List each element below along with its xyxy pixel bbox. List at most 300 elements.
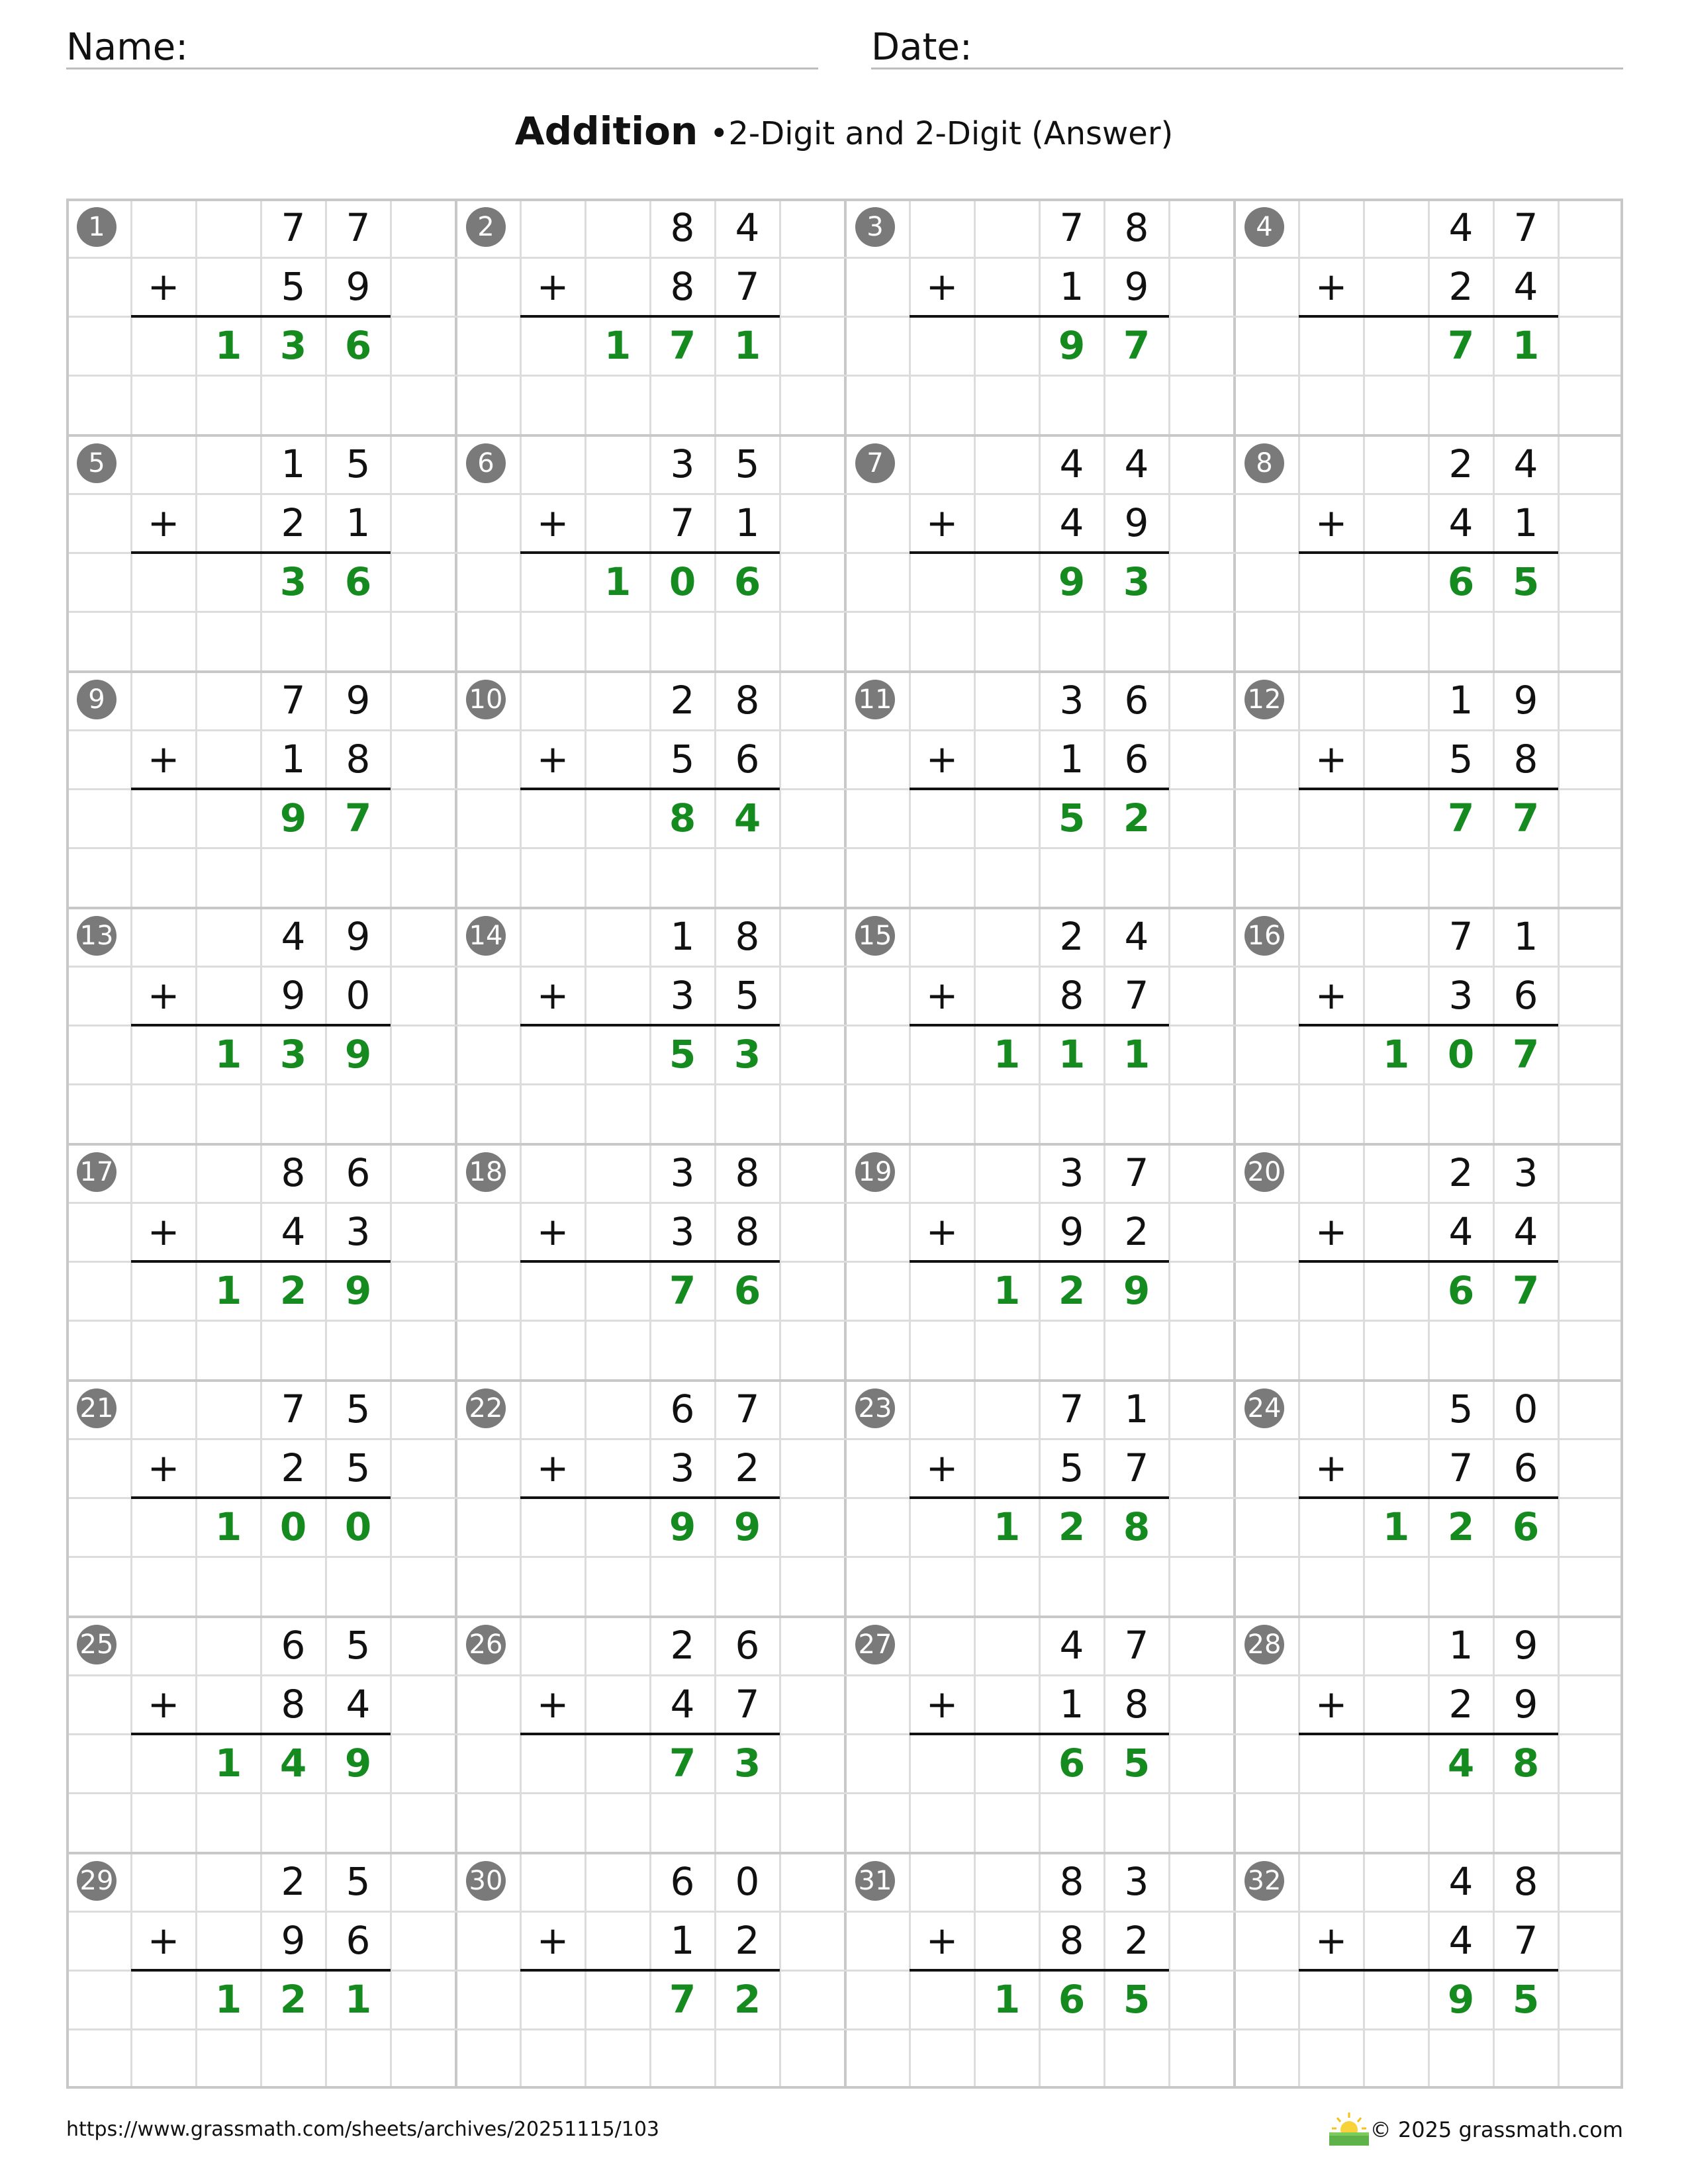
plus-sign: + <box>536 1918 569 1963</box>
addend-digit: 8 <box>1059 1859 1084 1904</box>
addend-digit: 4 <box>1513 264 1538 309</box>
answer-digit: 4 <box>1447 1741 1475 1786</box>
addend-digit: 5 <box>346 441 371 486</box>
addend-digit: 1 <box>1059 1682 1084 1727</box>
plus-sign: + <box>925 1445 959 1490</box>
plus-sign: + <box>1315 1682 1348 1727</box>
addend-digit: 4 <box>1513 441 1538 486</box>
addend-digit: 4 <box>1448 205 1474 250</box>
date-line[interactable] <box>871 68 1623 69</box>
problem <box>845 435 1234 671</box>
plus-sign: + <box>1315 737 1348 782</box>
problem-number-badge: 28 <box>1244 1625 1284 1664</box>
problem-number-badge: 22 <box>466 1388 506 1428</box>
addend-digit: 3 <box>670 441 695 486</box>
answer-digit: 5 <box>1123 1977 1150 2022</box>
plus-sign: + <box>536 1209 569 1254</box>
problem <box>1234 1852 1623 2089</box>
addend-digit: 5 <box>735 441 760 486</box>
addend-digit: 4 <box>346 1682 371 1727</box>
addend-digit: 6 <box>1513 973 1538 1018</box>
answer-digit: 5 <box>669 1032 696 1077</box>
addend-digit: 3 <box>1513 1150 1538 1195</box>
answer-digit: 9 <box>733 1504 761 1549</box>
problem <box>845 1144 1234 1380</box>
addend-digit: 5 <box>670 737 695 782</box>
answer-digit: 2 <box>1447 1504 1475 1549</box>
addend-digit: 9 <box>1059 1209 1084 1254</box>
problem-number-badge: 15 <box>855 916 895 956</box>
problem <box>66 1144 455 1380</box>
addend-digit: 1 <box>1513 914 1538 959</box>
addend-digit: 9 <box>346 678 371 723</box>
addend-digit: 7 <box>281 1387 306 1432</box>
problem-number-badge: 2 <box>466 207 506 247</box>
addend-digit: 1 <box>281 737 306 782</box>
answer-digit: 9 <box>669 1504 696 1549</box>
answer-digit: 2 <box>279 1268 307 1313</box>
addend-digit: 1 <box>1448 1623 1474 1668</box>
addend-digit: 6 <box>735 737 760 782</box>
addend-digit: 7 <box>1124 973 1149 1018</box>
addend-digit: 7 <box>1124 1445 1149 1490</box>
answer-digit: 7 <box>1447 323 1475 368</box>
addend-digit: 3 <box>1059 1150 1084 1195</box>
addend-digit: 8 <box>281 1682 306 1727</box>
addend-digit: 6 <box>281 1623 306 1668</box>
title-subtitle: 2-Digit and 2-Digit (Answer) <box>728 115 1174 152</box>
addend-digit: 3 <box>670 1445 695 1490</box>
addend-digit: 5 <box>735 973 760 1018</box>
addend-digit: 2 <box>1059 914 1084 959</box>
answer-digit: 2 <box>1058 1504 1086 1549</box>
addend-digit: 1 <box>1448 678 1474 723</box>
answer-digit: 0 <box>279 1504 307 1549</box>
answer-digit: 8 <box>1123 1504 1150 1549</box>
answer-digit: 0 <box>669 559 696 604</box>
problem-number-badge: 10 <box>466 680 506 719</box>
addend-digit: 2 <box>1448 1682 1474 1727</box>
problem <box>845 671 1234 907</box>
problem <box>1234 1144 1623 1380</box>
addend-digit: 3 <box>1448 973 1474 1018</box>
addend-digit: 8 <box>1124 1682 1149 1727</box>
answer-digit: 2 <box>1123 796 1150 841</box>
addend-digit: 2 <box>1124 1209 1149 1254</box>
problem-number-badge: 6 <box>466 443 506 483</box>
plus-sign: + <box>925 1682 959 1727</box>
addend-digit: 0 <box>1513 1387 1538 1432</box>
plus-sign: + <box>1315 1918 1348 1963</box>
addend-digit: 2 <box>670 678 695 723</box>
answer-digit: 1 <box>1382 1504 1410 1549</box>
plus-sign: + <box>536 737 569 782</box>
addend-digit: 2 <box>1448 441 1474 486</box>
answer-digit: 6 <box>733 1268 761 1313</box>
addend-digit: 2 <box>281 500 306 545</box>
problem <box>1234 671 1623 907</box>
addend-digit: 9 <box>1124 500 1149 545</box>
addend-digit: 7 <box>670 500 695 545</box>
addend-digit: 4 <box>1513 1209 1538 1254</box>
answer-digit: 3 <box>279 323 307 368</box>
problem-number-badge: 24 <box>1244 1388 1284 1428</box>
addend-digit: 7 <box>735 1387 760 1432</box>
addend-digit: 6 <box>1124 678 1149 723</box>
problem <box>455 1144 845 1380</box>
answer-digit: 1 <box>604 559 632 604</box>
addend-digit: 6 <box>670 1387 695 1432</box>
problem <box>1234 1616 1623 1852</box>
problem-number-badge: 32 <box>1244 1861 1284 1901</box>
problem-number-badge: 4 <box>1244 207 1284 247</box>
title-main: Addition <box>514 109 698 154</box>
addend-digit: 4 <box>1059 500 1084 545</box>
addend-digit: 9 <box>1513 1623 1538 1668</box>
addend-digit: 9 <box>346 914 371 959</box>
addend-digit: 1 <box>1513 500 1538 545</box>
answer-digit: 5 <box>1123 1741 1150 1786</box>
addend-digit: 9 <box>281 973 306 1018</box>
problem-number-badge: 12 <box>1244 680 1284 719</box>
answer-digit: 1 <box>993 1977 1021 2022</box>
addend-digit: 3 <box>346 1209 371 1254</box>
problem <box>845 1616 1234 1852</box>
addend-digit: 4 <box>1448 500 1474 545</box>
plus-sign: + <box>925 1918 959 1963</box>
addend-digit: 7 <box>1513 1918 1538 1963</box>
problem <box>1234 907 1623 1144</box>
addend-digit: 3 <box>1059 678 1084 723</box>
answer-digit: 1 <box>733 323 761 368</box>
plus-sign: + <box>147 737 180 782</box>
answer-digit: 1 <box>1058 1032 1086 1077</box>
problem-number-badge: 31 <box>855 1861 895 1901</box>
answer-digit: 1 <box>1512 323 1540 368</box>
addend-digit: 4 <box>1124 914 1149 959</box>
answer-digit: 1 <box>993 1032 1021 1077</box>
answer-digit: 7 <box>1447 796 1475 841</box>
answer-digit: 5 <box>1058 796 1086 841</box>
answer-digit: 3 <box>279 559 307 604</box>
problem <box>66 671 455 907</box>
problem-number-badge: 8 <box>1244 443 1284 483</box>
plus-sign: + <box>1315 1445 1348 1490</box>
addend-digit: 4 <box>735 205 760 250</box>
problem-number-badge: 21 <box>77 1388 117 1428</box>
addend-digit: 2 <box>1448 264 1474 309</box>
answer-digit: 7 <box>1512 796 1540 841</box>
answer-digit: 6 <box>733 559 761 604</box>
addend-digit: 1 <box>1124 1387 1149 1432</box>
problem-number-badge: 16 <box>1244 916 1284 956</box>
addend-digit: 4 <box>1448 1918 1474 1963</box>
problem-number-badge: 17 <box>77 1152 117 1192</box>
addend-digit: 5 <box>346 1623 371 1668</box>
answer-digit: 1 <box>214 1032 242 1077</box>
answer-digit: 6 <box>344 559 372 604</box>
addend-digit: 9 <box>346 264 371 309</box>
answer-digit: 9 <box>1123 1268 1150 1313</box>
problem <box>845 907 1234 1144</box>
plus-sign: + <box>1315 1209 1348 1254</box>
problem-number-badge: 14 <box>466 916 506 956</box>
plus-sign: + <box>147 1209 180 1254</box>
addend-digit: 8 <box>735 1150 760 1195</box>
addend-digit: 2 <box>735 1445 760 1490</box>
name-label: Name: <box>66 26 189 69</box>
problem-number-badge: 7 <box>855 443 895 483</box>
problem-number-badge: 30 <box>466 1861 506 1901</box>
addend-digit: 4 <box>1124 441 1149 486</box>
addend-digit: 6 <box>346 1918 371 1963</box>
plus-sign: + <box>925 1209 959 1254</box>
answer-digit: 1 <box>214 1268 242 1313</box>
addend-digit: 7 <box>1059 1387 1084 1432</box>
plus-sign: + <box>147 973 180 1018</box>
answer-digit: 8 <box>669 796 696 841</box>
addend-digit: 1 <box>1059 737 1084 782</box>
addend-digit: 8 <box>1059 973 1084 1018</box>
problem <box>455 1852 845 2089</box>
answer-digit: 3 <box>1123 559 1150 604</box>
answer-digit: 1 <box>344 1977 372 2022</box>
addend-digit: 7 <box>1124 1150 1149 1195</box>
problem-number-badge: 13 <box>77 916 117 956</box>
answer-digit: 6 <box>1058 1977 1086 2022</box>
addend-digit: 8 <box>281 1150 306 1195</box>
answer-digit: 7 <box>669 1741 696 1786</box>
addend-digit: 1 <box>670 914 695 959</box>
addend-digit: 8 <box>735 678 760 723</box>
problem-number-badge: 19 <box>855 1152 895 1192</box>
addend-digit: 1 <box>346 500 371 545</box>
footer-url[interactable]: https://www.grassmath.com/sheets/archives/20251115/103 <box>66 2118 660 2141</box>
addend-digit: 4 <box>281 914 306 959</box>
addend-digit: 0 <box>735 1859 760 1904</box>
answer-digit: 7 <box>1512 1032 1540 1077</box>
answer-digit: 6 <box>344 323 372 368</box>
plus-sign: + <box>1315 500 1348 545</box>
addend-digit: 7 <box>735 264 760 309</box>
problem <box>845 1852 1234 2089</box>
addend-digit: 7 <box>735 1682 760 1727</box>
plus-sign: + <box>925 500 959 545</box>
plus-sign: + <box>147 1445 180 1490</box>
addend-digit: 5 <box>346 1445 371 1490</box>
plus-sign: + <box>147 264 180 309</box>
problem <box>66 199 455 435</box>
answer-digit: 3 <box>279 1032 307 1077</box>
plus-sign: + <box>1315 264 1348 309</box>
answer-digit: 4 <box>733 796 761 841</box>
problem <box>1234 199 1623 435</box>
problem-number-badge: 3 <box>855 207 895 247</box>
answer-digit: 7 <box>1123 323 1150 368</box>
addend-digit: 7 <box>346 205 371 250</box>
problem-number-badge: 9 <box>77 680 117 719</box>
plus-sign: + <box>147 1682 180 1727</box>
addend-digit: 9 <box>1513 1682 1538 1727</box>
answer-digit: 7 <box>669 323 696 368</box>
addend-digit: 4 <box>1448 1859 1474 1904</box>
answer-digit: 6 <box>1447 559 1475 604</box>
addend-digit: 2 <box>281 1445 306 1490</box>
answer-digit: 2 <box>279 1977 307 2022</box>
addend-digit: 5 <box>346 1387 371 1432</box>
plus-sign: + <box>536 264 569 309</box>
answer-digit: 9 <box>279 796 307 841</box>
plus-sign: + <box>1315 973 1348 1018</box>
answer-digit: 1 <box>1123 1032 1150 1077</box>
addend-digit: 5 <box>1448 1387 1474 1432</box>
date-label: Date: <box>871 26 972 69</box>
addend-digit: 3 <box>670 1209 695 1254</box>
addend-digit: 8 <box>1059 1918 1084 1963</box>
addend-digit: 8 <box>735 1209 760 1254</box>
problem-number-badge: 29 <box>77 1861 117 1901</box>
problem <box>66 907 455 1144</box>
addend-digit: 5 <box>1448 737 1474 782</box>
answer-digit: 1 <box>1382 1032 1410 1077</box>
addend-digit: 8 <box>1513 737 1538 782</box>
addend-digit: 6 <box>670 1859 695 1904</box>
answer-digit: 5 <box>1512 1977 1540 2022</box>
plus-sign: + <box>147 1918 180 1963</box>
answer-digit: 5 <box>1512 559 1540 604</box>
problem-number-badge: 11 <box>855 680 895 719</box>
answer-digit: 1 <box>604 323 632 368</box>
plus-sign: + <box>536 973 569 1018</box>
problem-number-badge: 23 <box>855 1388 895 1428</box>
answer-digit: 7 <box>1512 1268 1540 1313</box>
problem <box>455 199 845 435</box>
plus-sign: + <box>925 737 959 782</box>
problem <box>66 1616 455 1852</box>
addend-digit: 9 <box>281 1918 306 1963</box>
addend-digit: 7 <box>1448 1445 1474 1490</box>
addend-digit: 4 <box>1448 1209 1474 1254</box>
answer-digit: 4 <box>279 1741 307 1786</box>
answer-digit: 1 <box>214 1504 242 1549</box>
plus-sign: + <box>925 973 959 1018</box>
addend-digit: 4 <box>281 1209 306 1254</box>
addend-digit: 2 <box>281 1859 306 1904</box>
problem-number-badge: 27 <box>855 1625 895 1664</box>
plus-sign: + <box>147 500 180 545</box>
addend-digit: 4 <box>670 1682 695 1727</box>
answer-digit: 9 <box>344 1268 372 1313</box>
addend-digit: 7 <box>1513 205 1538 250</box>
problem-number-badge: 5 <box>77 443 117 483</box>
addend-digit: 8 <box>346 737 371 782</box>
answer-digit: 7 <box>344 796 372 841</box>
addend-digit: 8 <box>1124 205 1149 250</box>
addend-digit: 3 <box>670 1150 695 1195</box>
addend-digit: 1 <box>281 441 306 486</box>
answer-digit: 1 <box>214 1741 242 1786</box>
addend-digit: 7 <box>281 205 306 250</box>
answer-digit: 3 <box>733 1741 761 1786</box>
problem <box>455 907 845 1144</box>
answer-digit: 7 <box>669 1977 696 2022</box>
addend-digit: 8 <box>670 205 695 250</box>
addend-digit: 9 <box>1513 678 1538 723</box>
problem-number-badge: 26 <box>466 1625 506 1664</box>
answer-digit: 6 <box>1058 1741 1086 1786</box>
addend-digit: 5 <box>1059 1445 1084 1490</box>
addend-digit: 2 <box>1448 1150 1474 1195</box>
problem <box>66 435 455 671</box>
problem-number-badge: 1 <box>77 207 117 247</box>
addend-digit: 7 <box>1124 1623 1149 1668</box>
answer-digit: 1 <box>214 1977 242 2022</box>
answer-digit: 8 <box>1512 1741 1540 1786</box>
problem <box>845 1380 1234 1616</box>
problem <box>1234 1380 1623 1616</box>
answer-digit: 9 <box>344 1032 372 1077</box>
addend-digit: 8 <box>670 264 695 309</box>
answer-digit: 2 <box>1058 1268 1086 1313</box>
addend-digit: 6 <box>735 1623 760 1668</box>
addend-digit: 9 <box>1124 264 1149 309</box>
answer-digit: 7 <box>669 1268 696 1313</box>
problem <box>1234 435 1623 671</box>
addend-digit: 3 <box>1124 1859 1149 1904</box>
addend-digit: 4 <box>1059 441 1084 486</box>
plus-sign: + <box>536 500 569 545</box>
addend-digit: 1 <box>735 500 760 545</box>
problem <box>455 671 845 907</box>
addend-digit: 2 <box>735 1918 760 1963</box>
addend-digit: 7 <box>1059 205 1084 250</box>
answer-digit: 1 <box>214 323 242 368</box>
problem <box>455 435 845 671</box>
answer-digit: 9 <box>1447 1977 1475 2022</box>
answer-digit: 0 <box>1447 1032 1475 1077</box>
answer-digit: 1 <box>993 1504 1021 1549</box>
addend-digit: 6 <box>1513 1445 1538 1490</box>
answer-digit: 3 <box>733 1032 761 1077</box>
answer-digit: 6 <box>1512 1504 1540 1549</box>
answer-digit: 2 <box>733 1977 761 2022</box>
addend-digit: 8 <box>735 914 760 959</box>
answer-digit: 9 <box>344 1741 372 1786</box>
name-line[interactable] <box>66 68 818 69</box>
footer-copyright: © 2025 grassmath.com <box>1370 2117 1623 2142</box>
answer-digit: 1 <box>993 1268 1021 1313</box>
problem <box>455 1380 845 1616</box>
answer-digit: 0 <box>344 1504 372 1549</box>
addend-digit: 2 <box>670 1623 695 1668</box>
addend-digit: 5 <box>346 1859 371 1904</box>
title-bullet: • <box>710 115 729 152</box>
problem <box>66 1852 455 2089</box>
worksheet-grid <box>66 199 1623 2089</box>
problem <box>455 1616 845 1852</box>
problem-number-badge: 25 <box>77 1625 117 1664</box>
addend-digit: 7 <box>281 678 306 723</box>
addend-digit: 0 <box>346 973 371 1018</box>
problem <box>66 1380 455 1616</box>
addend-digit: 6 <box>1124 737 1149 782</box>
addend-digit: 6 <box>346 1150 371 1195</box>
plus-sign: + <box>536 1682 569 1727</box>
problem-number-badge: 20 <box>1244 1152 1284 1192</box>
answer-digit: 9 <box>1058 323 1086 368</box>
answer-digit: 6 <box>1447 1268 1475 1313</box>
addend-digit: 2 <box>1124 1918 1149 1963</box>
